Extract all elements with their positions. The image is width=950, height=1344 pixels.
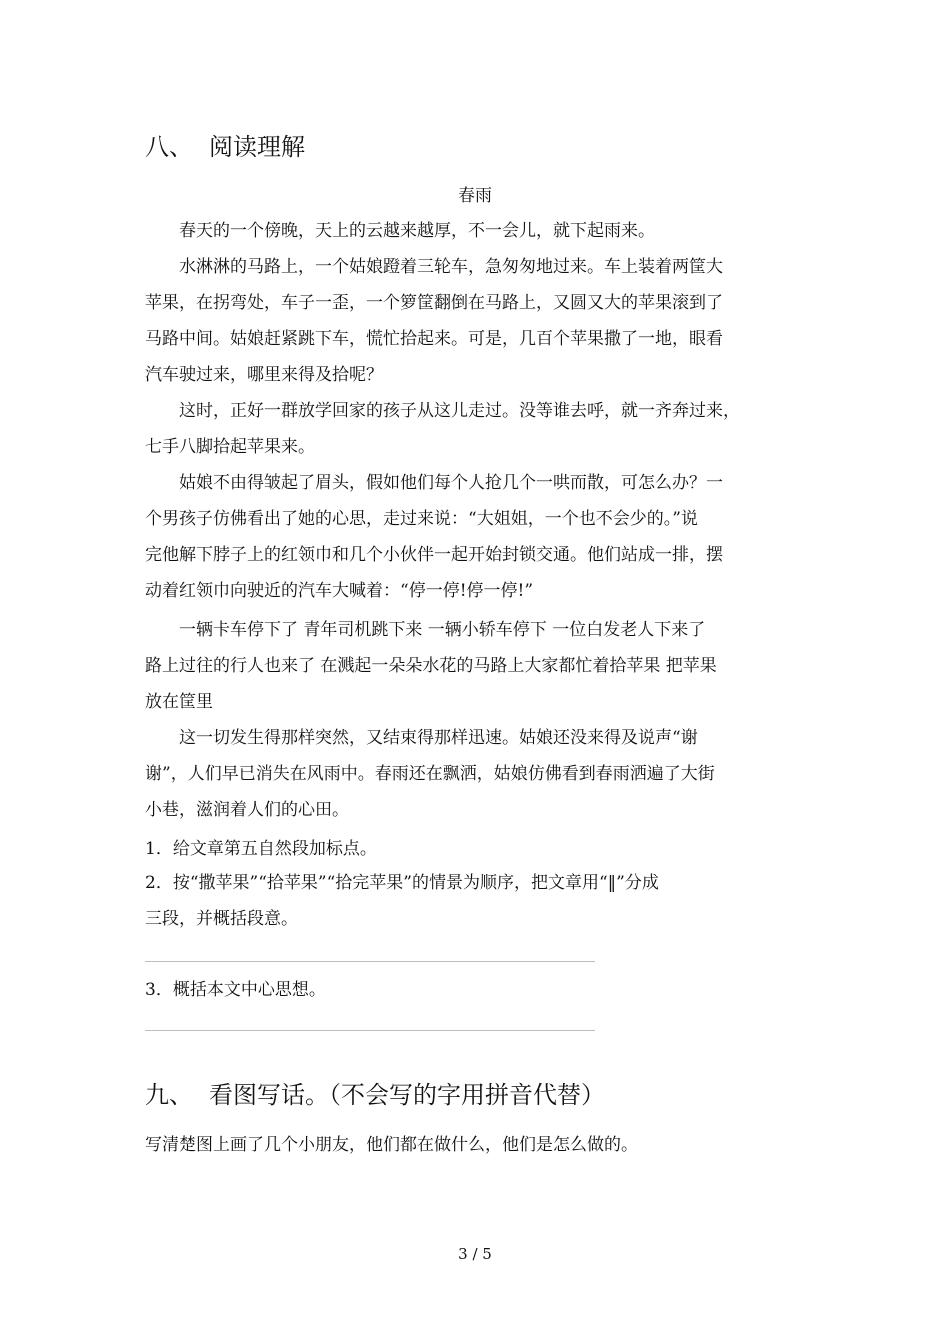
- question-2-cont: 三段，并概括段意。: [145, 909, 298, 929]
- question-1: 1．给文章第五自然段加标点。: [145, 839, 377, 859]
- story-line: 七手八脚拾起苹果来。: [145, 437, 315, 457]
- story-line: 马路中间。姑娘赶紧跳下车，慌忙拾起来。可是，几百个苹果撒了一地，眼看: [145, 329, 723, 349]
- story-line: 谢”，人们早已消失在风雨中。春雨还在飘洒，姑娘仿佛看到春雨洒遍了大街: [145, 764, 715, 784]
- page-number: 3 / 5: [458, 1245, 492, 1263]
- section-9-number: 九、: [145, 1081, 193, 1109]
- story-line: 这时，正好一群放学回家的孩子从这儿走过。没等谁去呼，就一齐奔过来，: [179, 401, 740, 421]
- story-line: 一辆卡车停下了 青年司机跳下来 一辆小轿车停下 一位白发老人下来了: [179, 620, 706, 640]
- story-line: 春天的一个傍晚，天上的云越来越厚，不一会儿，就下起雨来。: [179, 221, 655, 241]
- story-line: 这一切发生得那样突然，又结束得那样迅速。姑娘还没来得及说声“谢: [179, 728, 698, 748]
- section-8-title: 阅读理解: [209, 133, 305, 161]
- answer-line-2[interactable]: [145, 961, 595, 962]
- section-9-prompt: 写清楚图上画了几个小朋友，他们都在做什么，他们是怎么做的。: [145, 1135, 638, 1155]
- story-line: 水淋淋的马路上，一个姑娘蹬着三轮车，急匆匆地过来。车上装着两筐大: [179, 257, 723, 277]
- section-8-heading: [145, 132, 305, 162]
- story-line: 个男孩子仿佛看出了她的心思，走过来说：“大姐姐，一个也不会少的。”说: [145, 509, 698, 529]
- story-line: 汽车驶过来，哪里来得及拾呢？: [145, 365, 383, 385]
- section-9-title: 看图写话。（不会写的字用拼音代替）: [209, 1081, 605, 1109]
- story-line: 小巷，滋润着人们的心田。: [145, 800, 349, 820]
- section-8-number: 八、: [145, 133, 193, 161]
- answer-line-3[interactable]: [145, 1030, 595, 1031]
- story-line: 苹果，在拐弯处，车子一歪，一个箩筐翻倒在马路上，又圆又大的苹果滚到了: [145, 293, 723, 313]
- story-line: 姑娘不由得皱起了眉头，假如他们每个人抢几个一哄而散，可怎么办？一: [179, 473, 723, 493]
- section-9-heading: [145, 1080, 605, 1110]
- story-line: 放在筐里: [145, 692, 213, 712]
- story-line: 路上过往的行人也来了 在溅起一朵朵水花的马路上大家都忙着拾苹果 把苹果: [145, 656, 717, 676]
- question-2: 2．按“撒苹果”“拾苹果”“拾完苹果”的情景为顺序，把文章用“‖”分成: [145, 873, 659, 893]
- story-line: 动着红领巾向驶近的汽车大喊着：“停一停!停一停!”: [145, 581, 534, 601]
- story-line: 完他解下脖子上的红领巾和几个小伙伴一起开始封锁交通。他们站成一排，摆: [145, 545, 723, 565]
- story-title: 春雨: [458, 186, 492, 206]
- question-3: 3．概括本文中心思想。: [145, 980, 326, 1000]
